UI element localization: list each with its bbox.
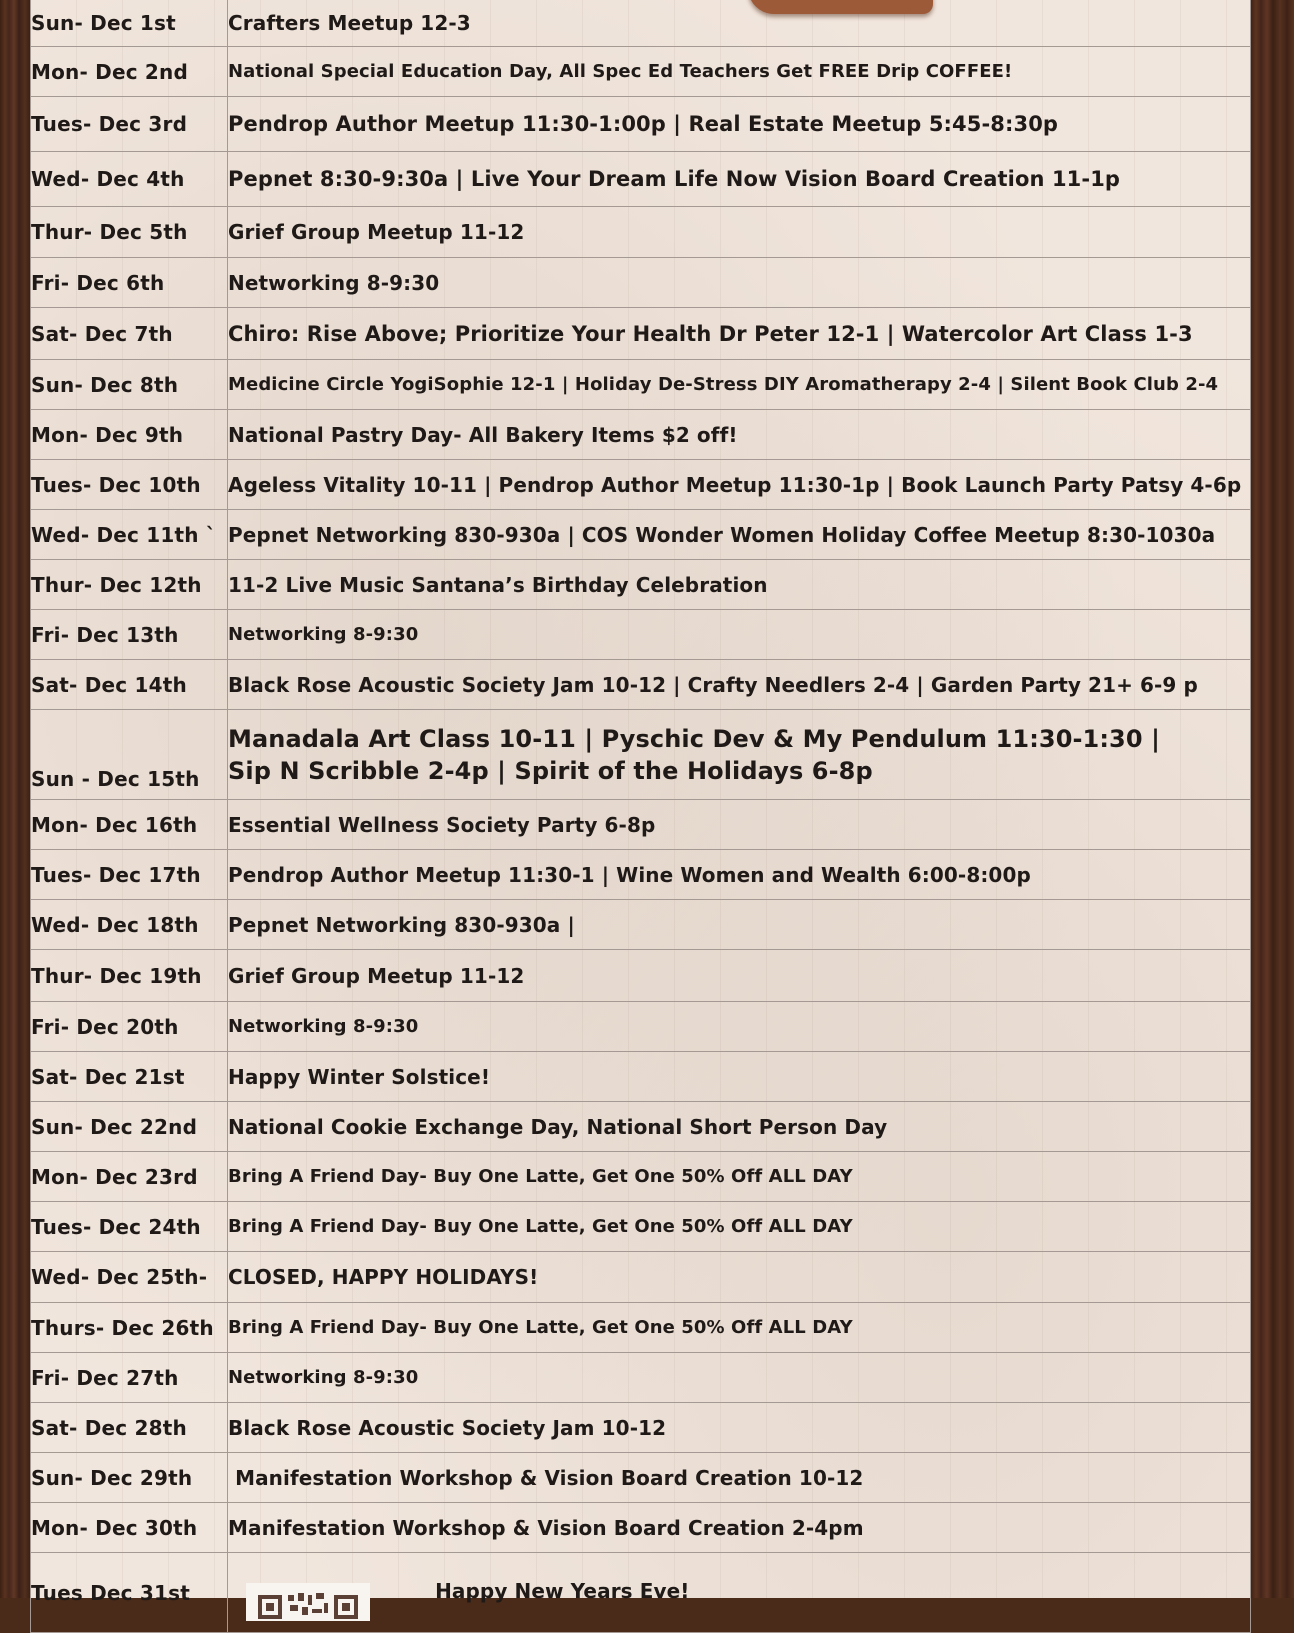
day-cell: Thur- Dec 5th	[31, 207, 228, 258]
day-cell: Tues- Dec 3rd	[31, 97, 228, 152]
table-row	[31, 47, 1251, 97]
day-cell: Mon- Dec 9th	[31, 410, 228, 460]
event-cell: Black Rose Acoustic Society Jam 10-12 | Crafty Needlers 2-4 | Garden Party 21+ 6-9 p	[228, 660, 1251, 710]
event-cell: National Pastry Day- All Bakery Items $2 off!	[228, 410, 1251, 460]
day-cell: Thur- Dec 12th	[31, 560, 228, 610]
table-row	[31, 1052, 1251, 1102]
event-cell: Pendrop Author Meetup 11:30-1:00p | Real Estate Meetup 5:45-8:30p	[228, 97, 1251, 152]
event-cell: Bring A Friend Day- Buy One Latte, Get One 50% Off ALL DAY	[228, 1152, 1251, 1202]
table-row	[31, 152, 1251, 207]
day-cell: Sat- Dec 14th	[31, 660, 228, 710]
day-cell: Fri- Dec 20th	[31, 1002, 228, 1052]
table-row	[31, 308, 1251, 360]
day-cell: Fri- Dec 6th	[31, 258, 228, 308]
event-cell: Black Rose Acoustic Society Jam 10-12	[228, 1403, 1251, 1453]
table-row	[31, 1152, 1251, 1202]
event-cell: Grief Group Meetup 11-12	[228, 950, 1251, 1002]
day-cell: Wed- Dec 11th `	[31, 510, 228, 560]
table-row	[31, 610, 1251, 660]
december-events-table	[30, 0, 1251, 1633]
event-cell: Pepnet Networking 830-930a |	[228, 900, 1251, 950]
event-cell: Pepnet Networking 830-930a | COS Wonder Women Holiday Coffee Meetup 8:30-1030a	[228, 510, 1251, 560]
event-cell: CLOSED, HAPPY HOLIDAYS!	[228, 1252, 1251, 1303]
table-row	[31, 510, 1251, 560]
table-row	[31, 207, 1251, 258]
table-row	[31, 800, 1251, 850]
table-row	[31, 710, 1251, 800]
event-cell: 11-2 Live Music Santana’s Birthday Celebration	[228, 560, 1251, 610]
table-row	[31, 410, 1251, 460]
day-cell: Mon- Dec 23rd	[31, 1152, 228, 1202]
event-cell: Happy Winter Solstice!	[228, 1052, 1251, 1102]
day-cell: Sun- Dec 8th	[31, 360, 228, 410]
table-row	[31, 0, 1251, 47]
day-cell: Wed- Dec 25th-	[31, 1252, 228, 1303]
day-cell: Mon- Dec 16th	[31, 800, 228, 850]
event-cell: Bring A Friend Day- Buy One Latte, Get One 50% Off ALL DAY	[228, 1202, 1251, 1252]
table-row	[31, 97, 1251, 152]
event-cell: Networking 8-9:30	[228, 1002, 1251, 1052]
event-cell: Pendrop Author Meetup 11:30-1 | Wine Women and Wealth 6:00-8:00p	[228, 850, 1251, 900]
day-cell: Sun- Dec 1st	[31, 0, 228, 47]
table-row	[31, 460, 1251, 510]
day-cell: Fri- Dec 27th	[31, 1353, 228, 1403]
day-cell: Sun - Dec 15th	[31, 710, 228, 800]
event-text: Happy New Years Eve!	[435, 1578, 690, 1603]
event-cell	[228, 1553, 1251, 1633]
table-row	[31, 1453, 1251, 1503]
day-cell: Tues Dec 31st	[31, 1553, 228, 1633]
table-row	[31, 660, 1251, 710]
day-cell: Mon- Dec 30th	[31, 1503, 228, 1553]
event-cell: Manifestation Workshop & Vision Board Creation 10-12	[228, 1453, 1251, 1503]
qr-code-icon	[246, 1583, 370, 1621]
table-row	[31, 560, 1251, 610]
day-cell: Wed- Dec 4th	[31, 152, 228, 207]
table-row	[31, 850, 1251, 900]
table-row	[31, 1403, 1251, 1453]
event-cell: Medicine Circle YogiSophie 12-1 | Holiday De-Stress DIY Aromatherapy 2-4 | Silent Book Club 2-4	[228, 360, 1251, 410]
event-cell: Bring A Friend Day- Buy One Latte, Get One 50% Off ALL DAY	[228, 1303, 1251, 1353]
event-cell: Networking 8-9:30	[228, 610, 1251, 660]
event-cell: National Special Education Day, All Spec Ed Teachers Get FREE Drip COFFEE!	[228, 47, 1251, 97]
day-cell: Thurs- Dec 26th	[31, 1303, 228, 1353]
wood-frame-right	[1250, 0, 1294, 1598]
event-cell: Manifestation Workshop & Vision Board Creation 2-4pm	[228, 1503, 1251, 1553]
table-row	[31, 900, 1251, 950]
event-cell: Essential Wellness Society Party 6-8p	[228, 800, 1251, 850]
table-row	[31, 1503, 1251, 1553]
table-row	[31, 360, 1251, 410]
day-cell: Fri- Dec 13th	[31, 610, 228, 660]
event-cell: Grief Group Meetup 11-12	[228, 207, 1251, 258]
day-cell: Thur- Dec 19th	[31, 950, 228, 1002]
event-cell: National Cookie Exchange Day, National Short Person Day	[228, 1102, 1251, 1152]
table-row	[31, 258, 1251, 308]
table-row	[31, 1202, 1251, 1252]
day-cell: Sat- Dec 21st	[31, 1052, 228, 1102]
event-cell: Crafters Meetup 12-3	[228, 0, 1251, 47]
table-row	[31, 1102, 1251, 1152]
table-row	[31, 1303, 1251, 1353]
day-cell: Wed- Dec 18th	[31, 900, 228, 950]
wood-frame-left	[0, 0, 30, 1598]
table-row	[31, 1252, 1251, 1303]
day-cell: Tues- Dec 24th	[31, 1202, 228, 1252]
event-cell: Pepnet 8:30-9:30a | Live Your Dream Life Now Vision Board Creation 11-1p	[228, 152, 1251, 207]
day-cell: Tues- Dec 10th	[31, 460, 228, 510]
day-cell: Sat- Dec 28th	[31, 1403, 228, 1453]
day-cell: Sat- Dec 7th	[31, 308, 228, 360]
table-row	[31, 1553, 1251, 1633]
day-cell: Sun- Dec 29th	[31, 1453, 228, 1503]
table-row	[31, 1353, 1251, 1403]
table-row	[31, 1002, 1251, 1052]
event-cell: Networking 8-9:30	[228, 258, 1251, 308]
day-cell: Sun- Dec 22nd	[31, 1102, 228, 1152]
table-row	[31, 950, 1251, 1002]
day-cell: Tues- Dec 17th	[31, 850, 228, 900]
day-cell: Mon- Dec 2nd	[31, 47, 228, 97]
event-cell: Ageless Vitality 10-11 | Pendrop Author Meetup 11:30-1p | Book Launch Party Patsy 4-6p	[228, 460, 1251, 510]
event-cell: Manadala Art Class 10-11 | Pyschic Dev & My Pendulum 11:30-1:30 | Sip N Scribble 2-4p | Spirit of the Holidays 6-8p	[228, 710, 1251, 800]
event-cell: Chiro: Rise Above; Prioritize Your Health Dr Peter 12-1 | Watercolor Art Class 1-3	[228, 308, 1251, 360]
event-cell: Networking 8-9:30	[228, 1353, 1251, 1403]
